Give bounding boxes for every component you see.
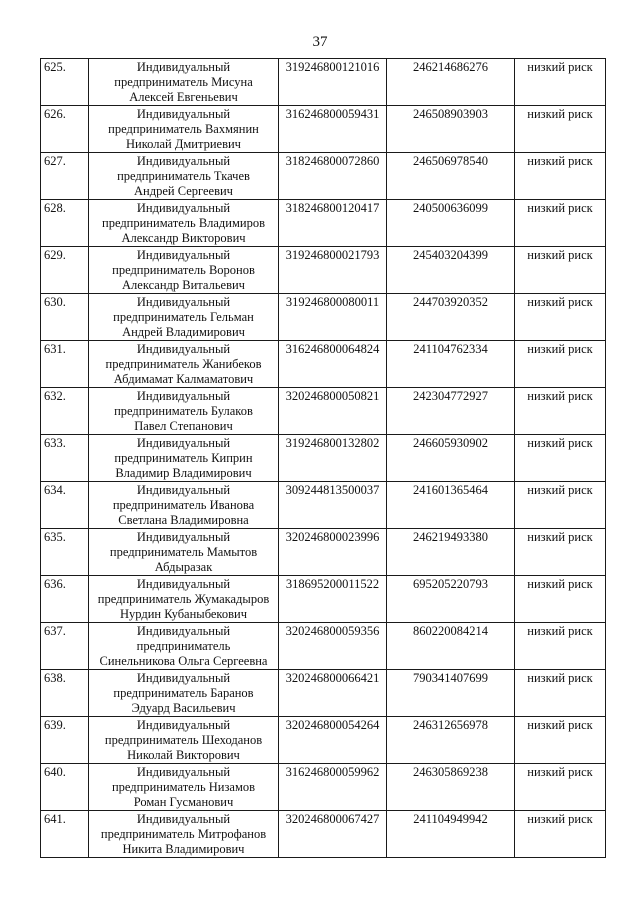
inn-cell: 246312656978 [387,717,515,764]
name-line: предприниматель Воронов [112,263,255,277]
table-row [41,294,606,341]
inn-cell: 695205220793 [387,576,515,623]
name-line: Светлана Владимировна [118,513,249,527]
risk-category-cell: низкий риск [515,764,606,811]
inn-cell: 790341407699 [387,670,515,717]
inn-cell: 246605930902 [387,435,515,482]
name-line: Синельникова Ольга Сергеевна [99,654,268,668]
inn-cell: 240500636099 [387,200,515,247]
name-line: Павел Степанович [134,419,233,433]
name-line: Абдимамат Калмаматович [113,372,254,386]
name-line: Николай Викторович [127,748,240,762]
name-line: Индивидуальный [136,765,231,779]
risk-category-cell: низкий риск [515,482,606,529]
entrepreneur-name [89,576,279,623]
name-line: Эдуард Васильевич [131,701,236,715]
inn-cell: 244703920352 [387,294,515,341]
table-row [41,764,606,811]
row-number: 628. [41,200,89,247]
ogrnip-cell: 318695200011522 [279,576,387,623]
name-line: Роман Гусманович [133,795,234,809]
entrepreneur-name [89,200,279,247]
entrepreneur-name [89,153,279,200]
risk-category-cell: низкий риск [515,247,606,294]
ogrnip-cell: 320246800067427 [279,811,387,858]
name-line: предприниматель Ткачев [117,169,250,183]
table-row [41,153,606,200]
risk-category-cell: низкий риск [515,388,606,435]
name-line: Индивидуальный [136,718,231,732]
name-line: предприниматель Мисуна [114,75,253,89]
name-line: Индивидуальный [136,483,231,497]
inn-cell: 860220084214 [387,623,515,670]
risk-category-cell: низкий риск [515,811,606,858]
name-line: предприниматель Гельман [113,310,254,324]
name-line: предприниматель Булаков [114,404,253,418]
name-line: Индивидуальный [136,201,231,215]
risk-category-cell: низкий риск [515,623,606,670]
registry-body [41,59,606,858]
risk-category-cell: низкий риск [515,106,606,153]
table-row [41,529,606,576]
row-number: 635. [41,529,89,576]
risk-category-cell: низкий риск [515,717,606,764]
risk-category-cell: низкий риск [515,341,606,388]
row-number: 638. [41,670,89,717]
entrepreneur-name [89,529,279,576]
name-line: Индивидуальный [136,248,231,262]
table-row [41,59,606,106]
ogrnip-cell: 318246800120417 [279,200,387,247]
entrepreneur-name [89,623,279,670]
ogrnip-cell: 320246800054264 [279,717,387,764]
row-number: 637. [41,623,89,670]
name-line: предприниматель Киприн [114,451,253,465]
name-line: Андрей Сергеевич [134,184,233,198]
name-line: Индивидуальный [136,812,231,826]
name-line: Николай Дмитриевич [126,137,241,151]
inn-cell: 245403204399 [387,247,515,294]
table-row [41,623,606,670]
entrepreneur-name [89,341,279,388]
table-row [41,482,606,529]
name-line: Индивидуальный [136,389,231,403]
table-row [41,247,606,294]
ogrnip-cell: 319246800021793 [279,247,387,294]
row-number: 639. [41,717,89,764]
ogrnip-cell: 320246800066421 [279,670,387,717]
name-line: Индивидуальный [136,530,231,544]
name-line: Индивидуальный [136,342,231,356]
name-line: предприниматель Баранов [113,686,254,700]
table-row [41,388,606,435]
table-row [41,435,606,482]
inn-cell: 246219493380 [387,529,515,576]
risk-category-cell: низкий риск [515,294,606,341]
name-line: предприниматель Иванова [112,498,255,512]
name-line: предприниматель Мамытов [109,545,258,559]
risk-category-cell: низкий риск [515,576,606,623]
entrepreneur-name [89,435,279,482]
row-number: 630. [41,294,89,341]
row-number: 636. [41,576,89,623]
risk-category-cell: низкий риск [515,153,606,200]
name-line: предприниматель Жумакадыров [97,592,270,606]
row-number: 625. [41,59,89,106]
entrepreneur-name [89,294,279,341]
row-number: 634. [41,482,89,529]
name-line: Алексей Евгеньевич [129,90,238,104]
name-line: предприниматель Низамов [111,780,256,794]
name-line: Индивидуальный [136,436,231,450]
name-line: предприниматель Владимиров [102,216,265,230]
name-line: Индивидуальный [136,671,231,685]
name-line: Владимир Владимирович [115,466,252,480]
ogrnip-cell: 316246800059962 [279,764,387,811]
inn-cell: 241104762334 [387,341,515,388]
name-line: предприниматель Митрофанов [100,827,267,841]
name-line: Индивидуальный [136,154,231,168]
name-line: Индивидуальный [136,295,231,309]
row-number: 629. [41,247,89,294]
table-row [41,717,606,764]
name-line: предприниматель Вахмянин [108,122,259,136]
name-line: предприниматель Шеходанов [104,733,263,747]
ogrnip-cell: 320246800050821 [279,388,387,435]
inn-cell: 246214686276 [387,59,515,106]
entrepreneur-name [89,764,279,811]
name-line: Александр Витальевич [122,278,245,292]
entrepreneur-name [89,482,279,529]
name-line: Абдыразак [154,560,213,574]
name-line: Индивидуальный [136,577,231,591]
row-number: 632. [41,388,89,435]
entrepreneur-name [89,717,279,764]
table-row [41,341,606,388]
ogrnip-cell: 309244813500037 [279,482,387,529]
row-number: 633. [41,435,89,482]
registry-table [40,58,606,858]
table-row [41,811,606,858]
name-line: Никита Владимирович [122,842,245,856]
table-row [41,670,606,717]
row-number: 631. [41,341,89,388]
name-line: Индивидуальный [136,107,231,121]
ogrnip-cell: 320246800023996 [279,529,387,576]
name-line: Андрей Владимирович [122,325,245,339]
ogrnip-cell: 318246800072860 [279,153,387,200]
inn-cell: 242304772927 [387,388,515,435]
ogrnip-cell: 320246800059356 [279,623,387,670]
inn-cell: 241104949942 [387,811,515,858]
ogrnip-cell: 319246800121016 [279,59,387,106]
risk-category-cell: низкий риск [515,670,606,717]
entrepreneur-name [89,59,279,106]
name-line: предприниматель [136,639,231,653]
ogrnip-cell: 319246800080011 [279,294,387,341]
inn-cell: 246508903903 [387,106,515,153]
page-number: 37 [312,34,328,50]
inn-cell: 241601365464 [387,482,515,529]
ogrnip-cell: 319246800132802 [279,435,387,482]
ogrnip-cell: 316246800064824 [279,341,387,388]
entrepreneur-name [89,247,279,294]
entrepreneur-name [89,388,279,435]
name-line: Индивидуальный [136,60,231,74]
risk-category-cell: низкий риск [515,435,606,482]
name-line: Индивидуальный [136,624,231,638]
table-row [41,576,606,623]
ogrnip-cell: 316246800059431 [279,106,387,153]
risk-category-cell: низкий риск [515,529,606,576]
row-number: 626. [41,106,89,153]
name-line: предприниматель Жанибеков [105,357,262,371]
table-row [41,106,606,153]
entrepreneur-name [89,811,279,858]
inn-cell: 246506978540 [387,153,515,200]
entrepreneur-name [89,670,279,717]
table-row [41,200,606,247]
entrepreneur-name [89,106,279,153]
risk-category-cell: низкий риск [515,200,606,247]
row-number: 641. [41,811,89,858]
row-number: 627. [41,153,89,200]
risk-category-cell: низкий риск [515,59,606,106]
row-number: 640. [41,764,89,811]
inn-cell: 246305869238 [387,764,515,811]
name-line: Александр Викторович [121,231,246,245]
name-line: Нурдин Кубаныбекович [119,607,247,621]
